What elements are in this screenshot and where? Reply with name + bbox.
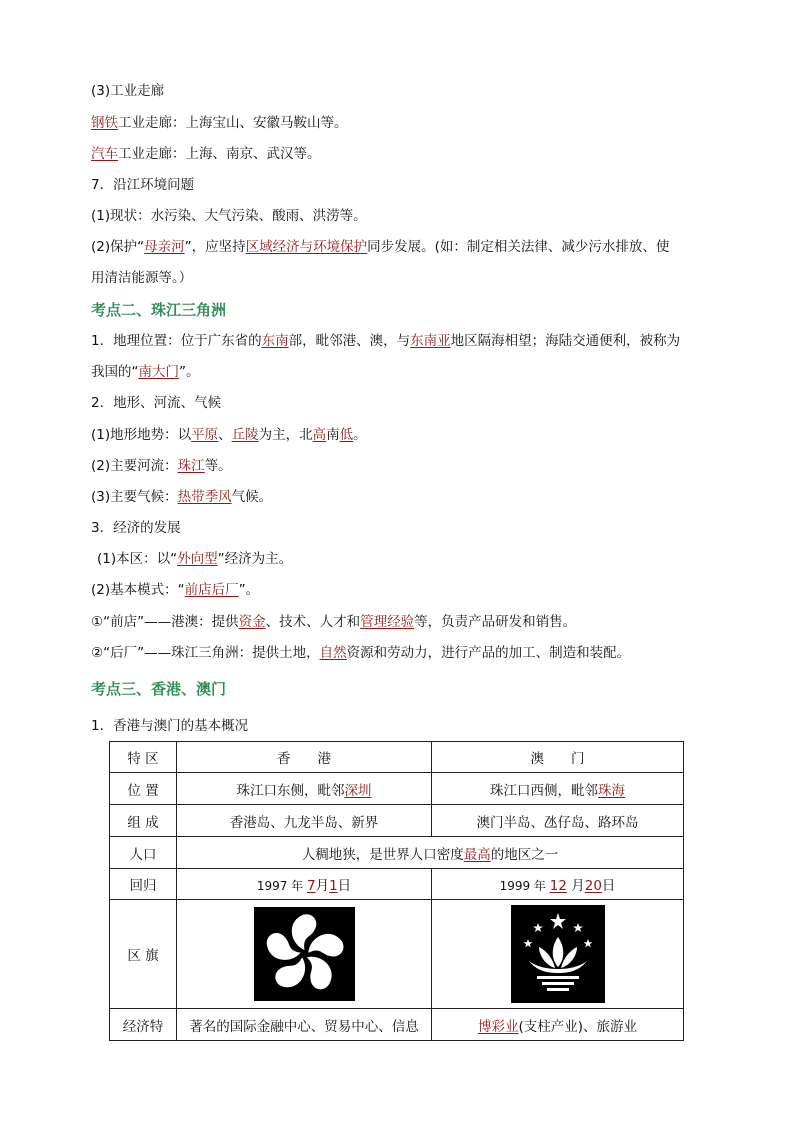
text: 等，负责产品研发和销售。 (414, 614, 577, 630)
text: ”经济为主。 (217, 551, 293, 567)
answer-auto: 汽车 (91, 146, 118, 162)
table-row (110, 742, 684, 773)
header-hong-kong: 香 港 (177, 742, 432, 773)
river-line (91, 456, 232, 476)
row-label-return: 回归 (110, 869, 177, 900)
environment-protect-cont: 用清洁能源等。） (91, 270, 193, 286)
environment-title: 7．沿江环境问题 (91, 177, 195, 193)
steel-corridor-line (91, 113, 348, 133)
auto-corridor-line (91, 144, 321, 164)
text: 日 (337, 878, 352, 894)
text: 人稠地狭，是世界人口密度 (301, 846, 464, 863)
header-macao: 澳 门 (432, 742, 684, 773)
industrial-corridor-title: (3)工业走廊 (91, 83, 165, 99)
table-row (110, 773, 684, 805)
answer-high: 高 (312, 427, 327, 443)
answer-plain: 平原 (191, 427, 219, 443)
auto-corridor-text: 工业走廊：上海、南京、武汉等。 (118, 146, 321, 162)
text: (1)地形地势：以 (91, 427, 192, 443)
answer-export-oriented: 外向型 (177, 551, 218, 567)
row-label-composition: 组 成 (110, 805, 177, 837)
terrain-line (91, 425, 367, 445)
text: (3)主要气候： (91, 489, 178, 505)
location-line-cont (91, 362, 200, 382)
answer-capital: 资金 (238, 614, 266, 630)
text: 日 (601, 878, 616, 894)
answer-tropical-monsoon: 热带季风 (177, 489, 232, 505)
row-label-economy: 经济特 (110, 1009, 177, 1041)
answer-front-shop-back-factory: 前店后厂 (184, 582, 239, 598)
economy-model-line (91, 580, 259, 600)
text: 月 (315, 878, 330, 894)
table-row (110, 805, 684, 837)
text: 同步发展。(如：制定相关法律、减少污水排放、使 (367, 239, 670, 255)
answer-management: 管理经验 (360, 614, 415, 630)
answer-regional-economy: 区域经济与环境保护 (245, 239, 368, 255)
hk-bauhinia-flag-icon (254, 907, 355, 1001)
text: 资源和劳动力，进行产品的加工、制造和装配。 (346, 645, 631, 661)
text: 的地区之一 (490, 846, 559, 863)
hk-macao-table (109, 741, 684, 1041)
text: ”。 (179, 364, 200, 380)
hk-return-date (177, 869, 432, 900)
table-row (110, 869, 684, 900)
heading-hk-macao: 考点三、香港、澳门 (91, 680, 227, 698)
answer-zhuhai: 珠海 (598, 782, 625, 799)
text: 、技术、人才和 (265, 614, 361, 630)
text: 气候。 (231, 489, 273, 505)
heading-pearl-river-delta: 考点二、珠江三角洲 (91, 301, 227, 319)
hk-location (177, 773, 432, 805)
mo-return-date (432, 869, 684, 900)
hk-economy: 著名的国际金融中心、贸易中心、信息 (177, 1009, 432, 1041)
answer-steel: 钢铁 (91, 115, 118, 131)
answer-low: 低 (339, 427, 354, 443)
hk-macao-table-title: 1．香港与澳门的基本概况 (91, 718, 249, 734)
answer-hills: 丘陵 (231, 427, 259, 443)
answer-hk-day: 1 (329, 878, 338, 894)
climate-line (91, 487, 272, 507)
terrain-title: 2．地形、河流、气候 (91, 395, 222, 411)
mo-location (432, 773, 684, 805)
answer-natural: 自然 (319, 645, 347, 661)
text: 南 (326, 427, 340, 443)
row-label-population: 人口 (110, 837, 177, 869)
text: 我国的“ (91, 364, 139, 380)
answer-hk-month: 7 (306, 878, 316, 894)
answer-shenzhen: 深圳 (344, 782, 372, 799)
answer-gaming: 博彩业 (477, 1018, 519, 1035)
text: 部，毗邻港、澳，与 (288, 333, 411, 349)
answer-highest: 最高 (463, 846, 491, 863)
text: 1999 年 (499, 879, 550, 893)
text: ”，应坚持 (184, 239, 246, 255)
text: 。 (353, 427, 367, 443)
text: ”。 (238, 582, 260, 598)
table-row (110, 837, 684, 869)
environment-current: (1)现状：水污染、大气污染、酸雨、洪涝等。 (91, 208, 367, 224)
text: 月 (566, 878, 585, 894)
text: 地区隔海相望；海陆交通便利，被称为 (450, 333, 681, 349)
text: (支柱产业)、旅游业 (518, 1018, 638, 1035)
row-label-flag: 区 旗 (110, 900, 177, 1009)
hk-composition: 香港岛、九龙半岛、新界 (177, 805, 432, 837)
macao-lotus-flag-icon (511, 905, 605, 1003)
text: 、 (218, 427, 232, 443)
mo-flag-cell (432, 900, 684, 1009)
environment-protect (91, 237, 669, 257)
text: ②“后厂”——珠江三角洲：提供土地， (91, 645, 320, 661)
answer-southeast: 东南 (261, 333, 289, 349)
front-shop-line (91, 612, 576, 632)
back-factory-line (91, 643, 630, 663)
answer-mo-day: 20 (584, 878, 602, 894)
table-row (110, 1009, 684, 1041)
answer-south-gate: 南大门 (138, 364, 179, 380)
hk-flag-cell (177, 900, 432, 1009)
header-region: 特 区 (110, 742, 177, 773)
text: (1)本区：以“ (97, 551, 178, 567)
steel-corridor-text: 工业走廊：上海宝山、安徽马鞍山等。 (118, 115, 348, 131)
text: (2)保护“ (91, 239, 145, 255)
answer-mother-river: 母亲河 (144, 239, 185, 255)
text: 等。 (204, 458, 232, 474)
economy-local-line (97, 549, 292, 569)
text: 珠江口西侧，毗邻 (490, 782, 598, 799)
economy-title: 3．经济的发展 (91, 520, 181, 536)
location-line (91, 331, 680, 351)
text: 珠江口东侧，毗邻 (236, 782, 345, 799)
population-cell (177, 837, 684, 869)
text: 1997 年 (256, 879, 307, 893)
mo-composition: 澳门半岛、氹仔岛、路环岛 (432, 805, 684, 837)
answer-mo-month: 12 (549, 878, 567, 894)
text: 1．地理位置：位于广东省的 (91, 333, 262, 349)
mo-economy (432, 1009, 684, 1041)
row-label-location: 位 置 (110, 773, 177, 805)
text: (2)基本模式：“ (91, 582, 185, 598)
text: (2)主要河流： (91, 458, 178, 474)
text: 为主，北 (258, 427, 313, 443)
answer-southeast-asia: 东南亚 (410, 333, 451, 349)
text: ①“前店”——港澳：提供 (91, 614, 239, 630)
table-row (110, 900, 684, 1009)
answer-pearl-river: 珠江 (177, 458, 205, 474)
